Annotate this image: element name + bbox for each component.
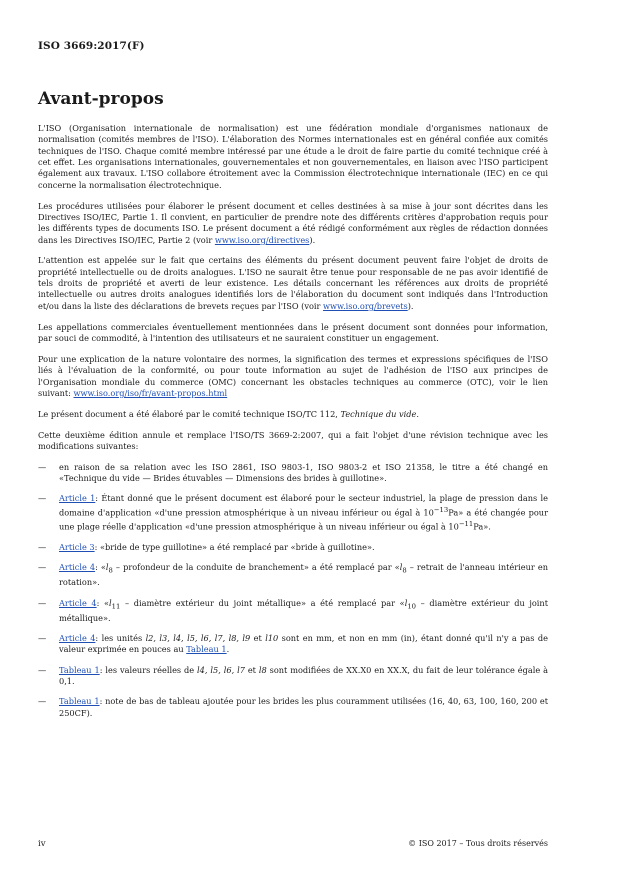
- list-dash: —: [38, 541, 47, 552]
- list-item: — en raison de sa relation avec les ISO 2861, ISO 9803-1, ISO 9803-2 et ISO 21358, le titre a été changé en «Technique du vide — Brides étuvables — Dimensions des brides à guillotine».: [38, 461, 548, 484]
- list-dash: —: [38, 632, 47, 643]
- list-item: — Article 1: Étant donné que le présent document est élaboré pour le secteur industriel, la plage de pression dans le domaine d'application «d'une pression atmosphérique à un niveau inférieur ou égal à $10^{-13}Pa$» a été changée pour une plage réelle d'application «d'une pression atmosphérique à un niveau inférieur ou égal à $10^{-11}Pa$».: [38, 493, 548, 532]
- paragraph-patents: L'attention est appelée sur le fait que certains des éléments du présent document peuvent faire l'objet de droits de propriété intellectuelle ou de droits analogues. L'ISO ne saurait être tenue pour responsable de ne pas avoir identifié de tels droits de propriété et averti de leur existence. Les détails concernant les références aux droits de propriété intellectuelle ou autres droits analogues identifiés lors de l'élaboration du document sont indiqués dans l'Introduction et/ou dans la liste des déclarations de brevets reçues par l'ISO (voir www.iso.org/brevets).: [38, 255, 548, 311]
- article-link[interactable]: Article 4: [59, 562, 96, 573]
- foreword-body: [38, 123, 548, 728]
- list-dash: —: [38, 461, 47, 472]
- table-link[interactable]: Tableau 1: [186, 644, 227, 655]
- table-link[interactable]: Tableau 1: [59, 696, 100, 707]
- article-link[interactable]: Article 1: [59, 493, 96, 504]
- paragraph-voluntary-nature: Pour une explication de la nature volontaire des normes, la signification des termes et expressions spécifiques de l'ISO liés à l'évaluation de la conformité, ou pour toute information au sujet de l'adhésion de l'ISO aux principes de l'Organisation mondiale du commerce (OMC) concernant les obstacles techniques au commerce (OTC), voir le lien suivant: www.iso.org/iso/fr/avant-propos.html: [38, 353, 548, 398]
- list-dash: —: [38, 562, 47, 573]
- list-dash: —: [38, 696, 47, 707]
- paragraph-trade-names: Les appellations commerciales éventuellement mentionnées dans le présent document sont données pour information, par souci de commodité, à l'intention des utilisateurs et ne sauraient constituer un engagement.: [38, 321, 548, 343]
- article-link[interactable]: Article 4: [59, 632, 96, 643]
- paragraph-text: Les procédures utilisées pour élaborer le présent document et celles destinées à sa mise à jour sont décrites dans les Directives ISO/IEC, Partie 1. Il convient, en particulier de prendre note des différents critères d'approbation requis pour les différents types de documents ISO. Le présent document a été rédigé conformément aux règles de rédaction données dans les Directives ISO/IEC, Partie 2 (voir: [38, 200, 548, 245]
- committee-name: Technique du vide: [340, 408, 417, 419]
- list-item: — Article 4: «$l_{11}$ – diamètre extérieur du joint métallique» a été remplacé par «$l_{10}$ – diamètre extérieur du joint métallique».: [38, 597, 548, 623]
- changes-list: [38, 462, 548, 719]
- list-dash: —: [38, 664, 47, 675]
- list-item: — Article 3: «bride de type guillotine» a été remplacé par «bride à guillotine».: [38, 541, 375, 552]
- article-link[interactable]: Article 4: [59, 597, 97, 608]
- page-number: iv: [38, 839, 46, 849]
- list-item: — Tableau 1: les valeurs réelles de l4, l5, l6, l7 et l8 sont modifiées de XX.X0 en XX.X, du fait de leur tolérance égale à 0,1.: [38, 664, 548, 686]
- list-item: — Tableau 1: note de bas de tableau ajoutée pour les brides les plus couramment utilisées (16, 40, 63, 100, 160, 200 et 250CF).: [38, 696, 548, 718]
- paragraph-committee: Le présent document a été élaboré par le comité technique ISO/TC 112, Technique du vide.: [38, 408, 419, 419]
- paragraph-procedures: Les procédures utilisées pour élaborer le présent document et celles destinées à sa mise à jour sont décrites dans les Directives ISO/IEC, Partie 1. Il convient, en particulier de prendre note des différents critères d'approbation requis pour les différents types de documents ISO. Le présent document a été rédigé conformément aux règles de rédaction données dans les Directives ISO/IEC, Partie 2 (voir www.iso.org/directives).: [38, 200, 548, 245]
- copyright-notice: © ISO 2017 – Tous droits réservés: [408, 839, 548, 848]
- directives-link[interactable]: www.iso.org/directives: [214, 234, 310, 245]
- table-link[interactable]: Tableau 1: [59, 664, 100, 675]
- paragraph-iso-intro: L'ISO (Organisation internationale de normalisation) est une fédération mondiale d'organismes nationaux de normalisation (comités membres de l'ISO). L'élaboration des Normes internationales est en général confiée aux comités techniques de l'ISO. Chaque comité membre intéressé par une étude a le droit de faire partie du comité technique créé à cet effet. Les organisations internationales, gouvernementales et non gouvernementales, en liaison avec l'ISO participent également aux travaux. L'ISO collabore étroitement avec la Commission électrotechnique internationale (IEC) en ce qui concerne la normalisation électrotechnique.: [38, 123, 548, 190]
- list-item: — Article 4: les unités l2, l3, l4, l5, l6, l7, l8, l9 et l10 sont en mm, et non en mm (in), étant donné qu'il n'y a pas de valeur exprimée en pouces au Tableau 1.: [38, 632, 549, 655]
- article-link[interactable]: Article 3: [59, 541, 95, 552]
- patents-link[interactable]: www.iso.org/brevets: [323, 300, 408, 311]
- list-item: — Article 4: «$l_8$ – profondeur de la conduite de branchement» a été remplacé par «$l_8$ – retrait de l'anneau intérieur en rotation».: [38, 562, 548, 588]
- paragraph-edition: Cette deuxième édition annule et remplace l'ISO/TS 3669-2:2007, qui a fait l'objet d'une révision technique avec les modifications suivantes:: [38, 429, 548, 451]
- page-title: Avant-propos: [38, 89, 164, 109]
- list-dash: —: [38, 597, 47, 608]
- list-dash: —: [38, 493, 47, 504]
- document-id: ISO 3669:2017(F): [38, 40, 145, 52]
- foreword-link[interactable]: www.iso.org/iso/fr/avant-propos.html: [73, 387, 228, 398]
